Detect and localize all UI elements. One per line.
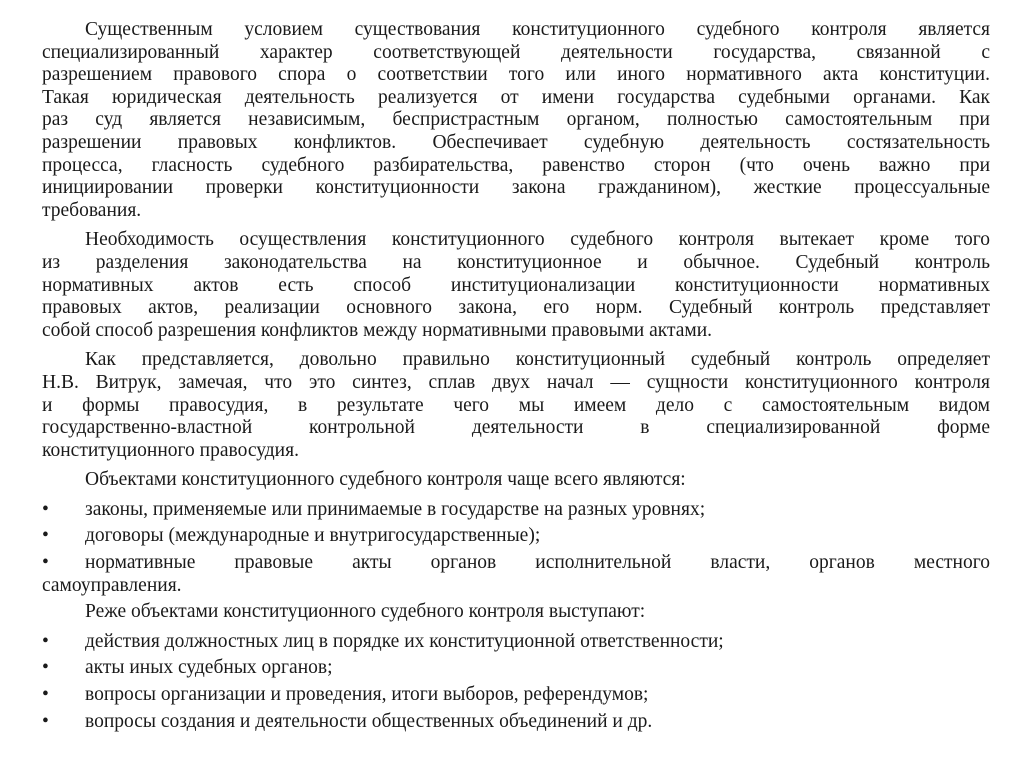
text-line: Такая юридическая деятельность реализуется от имени государства судебными органами. Как — [42, 86, 990, 108]
bullet-marker: • — [42, 684, 49, 706]
text-line: требования. — [42, 199, 142, 221]
text-line: государственно-властной контрольной деятельности в специализированной форме — [42, 417, 990, 439]
text-line: разрешением правового спора о соответствии того или иного нормативного акта конституции. — [42, 64, 990, 86]
bullet-marker: • — [42, 525, 49, 547]
text-line: из разделения законодательства на конституционное и обычное. Судебный контроль — [42, 251, 990, 273]
text-line: нормативных актов есть способ институционализации конституционности нормативных — [42, 274, 990, 296]
text-line: специализированный характер соответствующей деятельности государства, связанной с — [42, 41, 990, 63]
bullet-list-item — [42, 499, 990, 522]
bullet-marker: • — [42, 657, 49, 679]
paragraph — [42, 19, 990, 222]
paragraph — [42, 349, 990, 462]
bullet-marker: • — [42, 630, 49, 652]
bullet-list-item — [42, 711, 990, 734]
paragraph — [42, 229, 990, 342]
text-line: Н.В. Витрук, замечая, что это синтез, сплав двух начал — сущности конституционного контроля — [42, 371, 990, 393]
text-line: конституционного правосудия. — [42, 439, 299, 461]
paragraph — [42, 469, 990, 492]
text-line: Существенным условием существования конституционного судебного контроля является — [85, 19, 990, 40]
text-line: Реже объектами конституционного судебного контроля выступают: — [85, 601, 646, 623]
bullet-marker: • — [42, 710, 49, 732]
text-line: акты иных судебных органов; — [85, 657, 333, 679]
text-line: процесса, гласность судебного разбирательства, равенство сторон (что очень важно при — [42, 154, 990, 176]
text-line: раз суд является независимым, беспристрастным органом, полностью самостоятельным при — [42, 109, 990, 131]
bullet-marker: • — [42, 552, 49, 574]
text-line: и формы правосудия, в результате чего мы имеем дело с самостоятельным видом — [42, 394, 990, 416]
paragraph — [42, 601, 990, 624]
text-line: нормативные правовые акты органов исполнительной власти, органов местного — [85, 552, 990, 574]
text-line: разрешении правовых конфликтов. Обеспечивает судебную деятельность состязательность — [42, 131, 990, 153]
bullet-marker: • — [42, 498, 49, 520]
text-line: Как представляется, довольно правильно конституционный судебный контроль определяет — [85, 349, 990, 371]
text-line: Необходимость осуществления конституционного судебного контроля вытекает кроме того — [85, 229, 990, 251]
text-line: вопросы организации и проведения, итоги выборов, референдумов; — [85, 684, 649, 706]
bullet-list-item — [42, 631, 990, 654]
text-line: правовых актов, реализации основного закона, его норм. Судебный контроль представляет — [42, 297, 990, 319]
bullet-list-item — [42, 657, 990, 680]
text-line: законы, применяемые или принимаемые в государстве на разных уровнях; — [85, 498, 706, 520]
text-line: действия должностных лиц в порядке их конституционной ответственности; — [85, 630, 724, 652]
bullet-list-item — [42, 552, 990, 597]
bullet-list-item — [42, 684, 990, 707]
text-line: собой способ разрешения конфликтов между нормативными правовыми актами. — [42, 319, 713, 341]
bullet-list-item — [42, 525, 990, 548]
document-body — [42, 19, 990, 737]
text-line: Объектами конституционного судебного контроля чаще всего являются: — [85, 469, 686, 491]
text-line: вопросы создания и деятельности общественных объединений и др. — [85, 710, 653, 732]
text-line: договоры (международные и внутригосударственные); — [85, 525, 541, 547]
text-line: инициировании проверки конституционности закона гражданином), жесткие процессуальные — [42, 177, 990, 199]
text-line: самоуправления. — [42, 574, 182, 596]
